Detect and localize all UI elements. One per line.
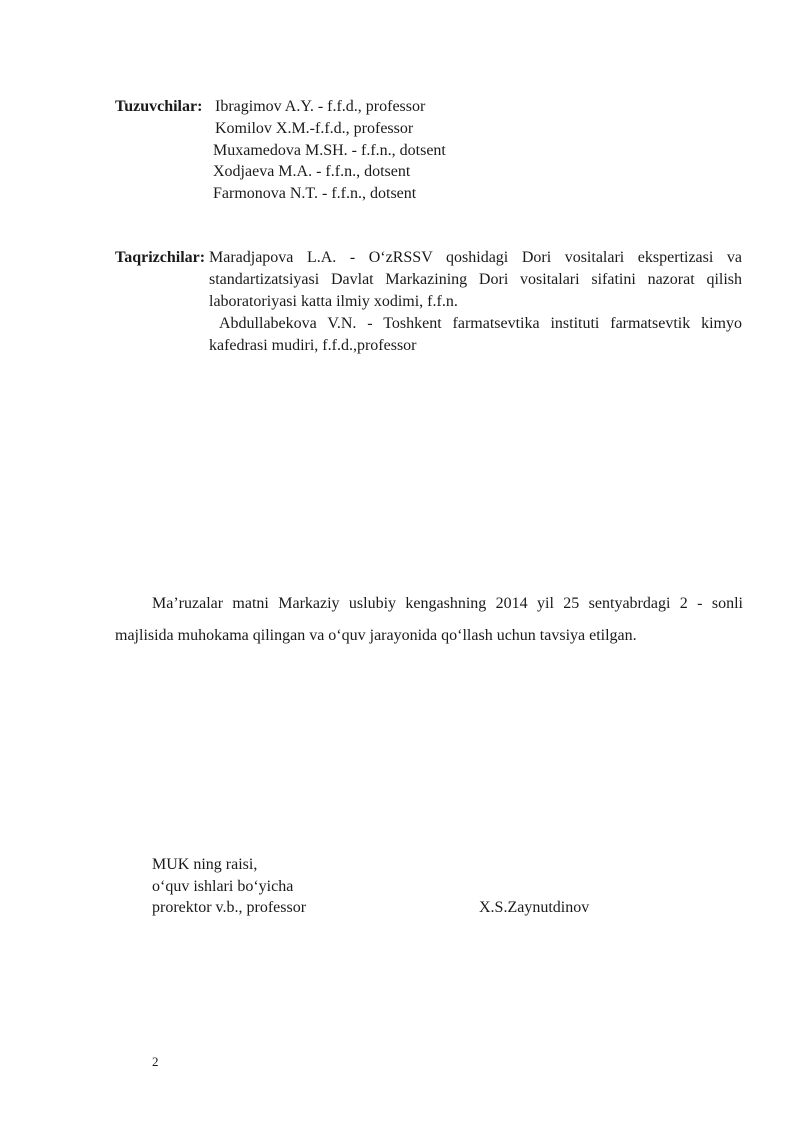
- reviewer-line: standartizatsiyasi Davlat Markazining Dori vositalari sifatini nazorat qilish: [209, 271, 742, 288]
- reviewer-line: laboratoriyasi katta ilmiy xodimi, f.f.n.: [209, 293, 458, 310]
- reviewer-line: Abdullabekova V.N. - Toshkent farmatsevtika instituti farmatsevtik kimyo: [209, 315, 742, 332]
- compiler-entry: Komilov X.M.-f.f.d., professor: [215, 120, 414, 137]
- approval-paragraph: [115, 588, 743, 652]
- compiler-entry: Farmonova N.T. - f.f.n., dotsent: [213, 185, 417, 202]
- page-number: 2: [152, 1054, 159, 1069]
- reviewers-block: [209, 247, 742, 357]
- approval-line-1: Ma’ruzalar matni Markaziy uslubiy kengashning 2014 yil 25 sentyabrdagi 2 - sonli: [152, 595, 743, 612]
- approval-line-2: majlisida muhokama qilingan va o‘quv jarayonida qo‘llash uchun tavsiya etilgan.: [115, 627, 637, 644]
- signature-title-line: o‘quv ishlari bo‘yicha: [152, 878, 294, 895]
- reviewer-line: kafedrasi mudiri, f.f.d.,professor: [209, 337, 417, 354]
- signature-title-line: MUK ning raisi,: [152, 856, 258, 873]
- compiler-entry: Muxamedova M.SH. - f.f.n., dotsent: [213, 142, 446, 159]
- reviewers-label: Taqrizchilar:: [115, 249, 206, 266]
- compilers-label: Tuzuvchilar:: [115, 98, 203, 115]
- compiler-entry: Ibragimov A.Y. - f.f.d., professor: [215, 98, 426, 115]
- reviewer-line: Maradjapova L.A. - O‘zRSSV qoshidagi Dori vositalari ekspertizasi va: [209, 249, 742, 266]
- compiler-entry: Xodjaeva M.A. - f.f.n., dotsent: [213, 163, 411, 180]
- signatory-name: X.S.Zaynutdinov: [479, 899, 590, 916]
- signature-title-line: prorektor v.b., professor: [152, 899, 307, 916]
